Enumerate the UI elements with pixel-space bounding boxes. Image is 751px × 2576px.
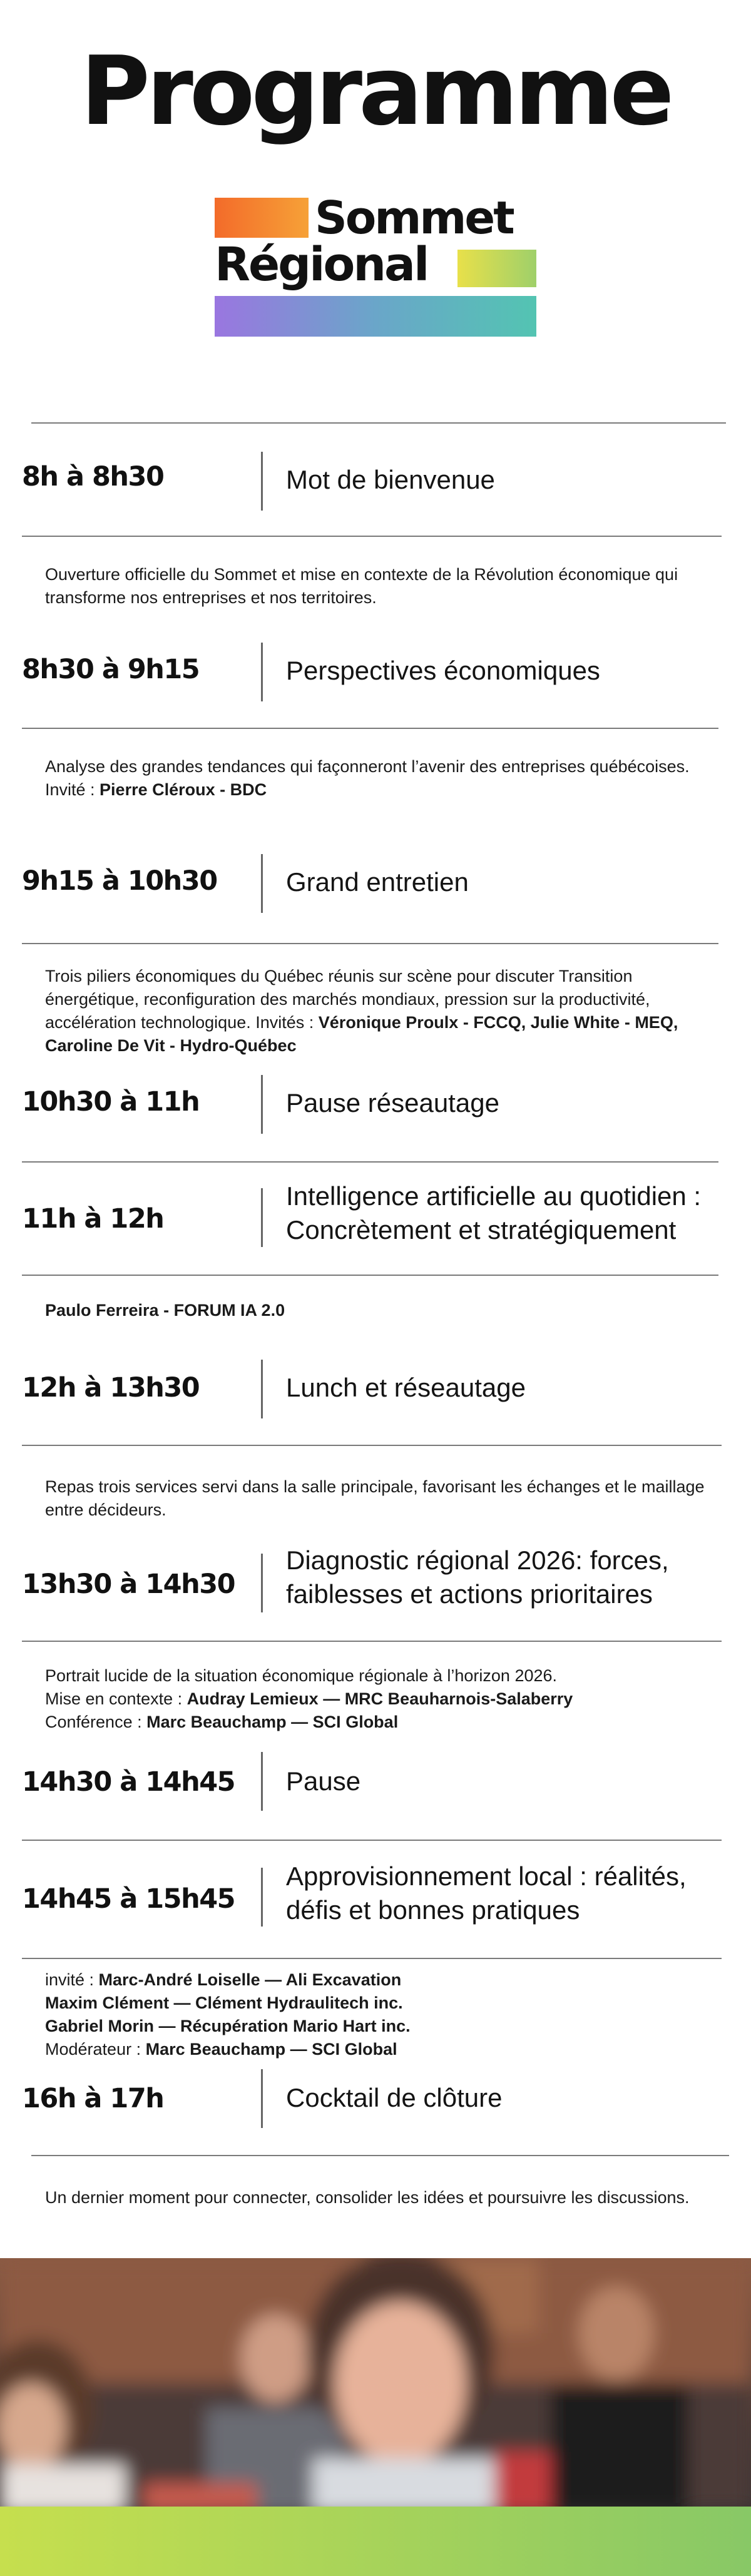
- divider: [22, 1958, 722, 1959]
- session-time: 16h à 17h: [22, 2083, 164, 2114]
- divider: [22, 728, 718, 729]
- session-separator: [261, 1752, 263, 1811]
- divider: [31, 422, 726, 424]
- session-separator: [261, 1554, 263, 1612]
- logo-line1: Sommet: [315, 191, 513, 244]
- session-title-line1: Intelligence artificielle au quotidien :: [286, 1181, 702, 1211]
- session-separator: [261, 1075, 263, 1134]
- session-time: 14h30 à 14h45: [22, 1766, 235, 1798]
- session-time: 8h à 8h30: [22, 461, 164, 492]
- divider: [22, 536, 722, 537]
- session-title-line1: Diagnostic régional 2026: forces,: [286, 1545, 669, 1575]
- session-title-line2: faiblesses et actions prioritaires: [286, 1579, 653, 1609]
- session-guests: invité : Marc-André Loiselle — Ali Excavation Maxim Clément — Clément Hydraulitech inc. Gabriel Morin — Récupération Mario Hart inc. Modérateur : Marc Beauchamp — SCI Global: [45, 1970, 411, 2059]
- session-title: Grand entretien: [286, 867, 469, 897]
- divider: [22, 1445, 722, 1446]
- divider: [22, 1641, 722, 1642]
- sommet-regional-logo: [215, 191, 536, 337]
- session-time: 10h30 à 11h: [22, 1086, 200, 1117]
- session-title-line2: défis et bonnes pratiques: [286, 1895, 580, 1925]
- divider: [22, 943, 718, 944]
- divider: [22, 1161, 718, 1163]
- session-description: Ouverture officielle du Sommet et mise en contexte de la Révolution économique qui transforme nos entreprises et nos territoires.: [45, 565, 678, 607]
- logo-line2: Régional: [215, 238, 428, 292]
- session-separator: [261, 643, 263, 701]
- session-description: Un dernier moment pour connecter, consolider les idées et poursuivre les discussions.: [45, 2188, 690, 2207]
- session-description: Repas trois services servi dans la salle principale, favorisant les échanges et le maillage entre décideurs.: [45, 1477, 705, 1519]
- divider: [22, 1275, 718, 1276]
- event-photo: [0, 2258, 751, 2508]
- logo-gradient-bar: [215, 296, 536, 337]
- session-separator: [261, 1868, 263, 1927]
- divider: [22, 1840, 722, 1841]
- session-time: 11h à 12h: [22, 1203, 164, 1235]
- session-separator: [261, 452, 263, 511]
- session-description: Portrait lucide de la situation économique régionale à l’horizon 2026. Mise en contexte : Audray Lemieux — MRC Beauharnois-Salaberry Conférence : Marc Beauchamp — SCI Global: [45, 1666, 573, 1731]
- session-speaker: Paulo Ferreira - FORUM IA 2.0: [45, 1301, 285, 1320]
- session-time: 13h30 à 14h30: [22, 1569, 235, 1600]
- session-description: Trois piliers économiques du Québec réunis sur scène pour discuter Transition énergétique, reconfiguration des marchés mondiaux, pression sur la productivité, accélération technologique. Invités : Véronique Proulx - FCCQ, Julie White - MEQ, Caroline De Vit - Hydro-Québec: [45, 967, 678, 1055]
- session-time: 12h à 13h30: [22, 1372, 200, 1403]
- session-separator: [261, 2069, 263, 2128]
- session-title: Lunch et réseautage: [286, 1373, 526, 1402]
- session-time: 14h45 à 15h45: [22, 1883, 235, 1915]
- event-photo-illustration: [0, 2258, 751, 2508]
- session-description: Analyse des grandes tendances qui façonneront l’avenir des entreprises québécoises. Invité : Pierre Cléroux - BDC: [45, 757, 690, 799]
- session-separator: [261, 1188, 263, 1247]
- session-separator: [261, 1360, 263, 1418]
- session-time: 9h15 à 10h30: [22, 865, 217, 897]
- session-title: Cocktail de clôture: [286, 2083, 503, 2112]
- footer-gradient-bar: [0, 2507, 751, 2576]
- session-title: Mot de bienvenue: [286, 465, 495, 494]
- session-title-line1: Approvisionnement local : réalités,: [286, 1861, 687, 1891]
- session-title-line2: Concrètement et stratégiquement: [286, 1215, 677, 1245]
- session-title: Pause: [286, 1766, 361, 1796]
- divider: [31, 2155, 729, 2156]
- logo-green-block: [457, 250, 536, 287]
- page-title: Programme: [80, 36, 671, 146]
- logo-orange-block: [215, 198, 309, 238]
- session-time: 8h30 à 9h15: [22, 654, 200, 685]
- session-title: Perspectives économiques: [286, 656, 600, 685]
- session-title: Pause réseautage: [286, 1088, 499, 1117]
- session-separator: [261, 854, 263, 913]
